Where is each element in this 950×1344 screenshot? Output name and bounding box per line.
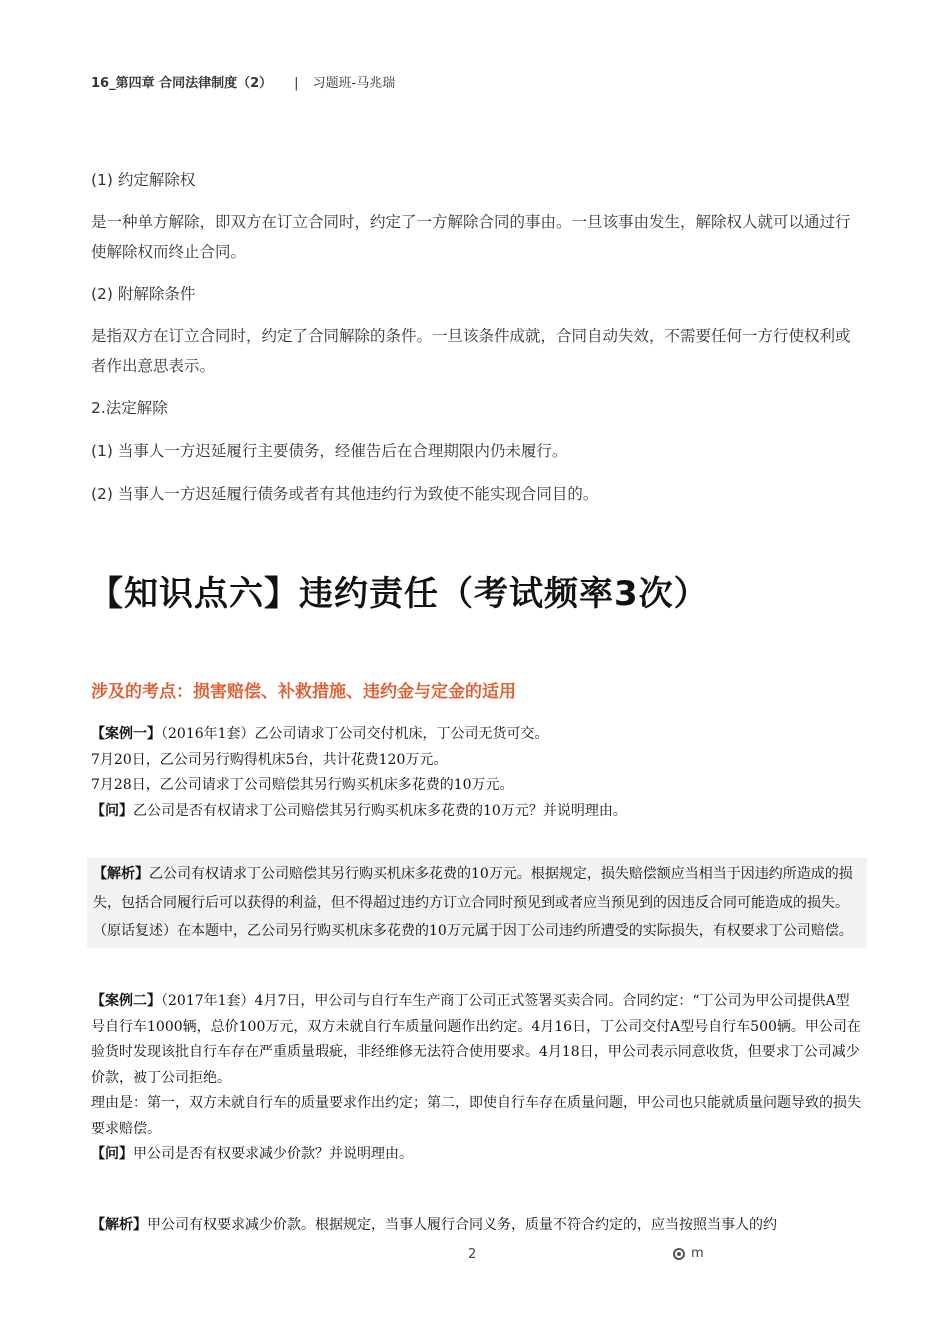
question-tag: 【问】 xyxy=(91,802,133,819)
logo-text: m xyxy=(691,1246,704,1261)
logo-icon xyxy=(673,1248,685,1260)
analysis-one-text: 乙公司有权请求丁公司赔偿其另行购买机床多花费的10万元。根据规定，损失赔偿额应当相当于因违约所造成的损失，包括合同履行后可以获得的利益，但不得超过违约方订立合同时预见到或者应当预见到的因违反合同可能造成的损失。（原话复述）在本题中，乙公司另行购买机床多花费的10万元属于因丁公司违约所遭受的实际损失，有权要求丁公司赔偿。 xyxy=(93,866,853,939)
page-number: 2 xyxy=(468,1247,477,1262)
header-course: 习题班-马兆瑞 xyxy=(312,76,396,91)
case-two xyxy=(91,989,863,1168)
case-one xyxy=(91,722,863,824)
case-one-tag: 【案例一】 xyxy=(91,726,161,742)
paragraph-condition-rescission-desc: 是指双方在订立合同时，约定了合同解除的条件。一旦该条件成就，合同自动失效，不需要任何一方行使权利或者作出意思表示。 xyxy=(91,327,851,375)
analysis-two-text: 甲公司有权要求减少价款。根据规定，当事人履行合同义务，质量不符合约定的，应当按照当事人的约 xyxy=(147,1217,777,1233)
analysis-two-tag: 【解析】 xyxy=(91,1217,147,1233)
case-one-line2: 7月20日，乙公司另行购得机床5台，共计花费120万元。 xyxy=(91,751,448,768)
case-two-reason: 理由是：第一，双方未就自行车的质量要求作出约定；第二，即使自行车存在质量问题，甲公司也只能就质量问题导致的损失要求赔偿。 xyxy=(91,1095,861,1137)
paragraph-legal-item-1: (1) 当事人一方迟延履行主要债务，经催告后在合理期限内仍未履行。 xyxy=(91,442,568,460)
case-one-line1: 【案例一】（2016年1套）乙公司请求丁公司交付机床，丁公司无货可交。 xyxy=(91,726,549,742)
footer-logo xyxy=(673,1246,704,1261)
paragraph-legal-rescission: 2.法定解除 xyxy=(91,399,168,417)
page-header xyxy=(91,72,395,91)
header-separator: | xyxy=(294,76,299,91)
paragraph-legal-item-2: (2) 当事人一方迟延履行债务或者有其他违约行为致使不能实现合同目的。 xyxy=(91,485,599,503)
section-subtitle: 涉及的考点：损害赔偿、补救措施、违约金与定金的适用 xyxy=(91,682,516,702)
case-two-question: 【问】甲公司是否有权要求减少价款？并说明理由。 xyxy=(91,1146,413,1162)
case-two-tag: 【案例二】 xyxy=(91,993,161,1009)
paragraph-condition-rescission: (2) 附解除条件 xyxy=(91,285,196,303)
question-tag: 【问】 xyxy=(91,1146,133,1162)
paragraph-agreed-rescission-desc: 是一种单方解除，即双方在订立合同时，约定了一方解除合同的事由。一旦该事由发生，解除权人就可以通过行使解除权而终止合同。 xyxy=(91,213,851,261)
analysis-one-tag: 【解析】 xyxy=(93,866,149,882)
paragraph-agreed-rescission: (1) 约定解除权 xyxy=(91,171,196,189)
case-one-line3: 7月28日，乙公司请求丁公司赔偿其另行购买机床多花费的10万元。 xyxy=(91,777,514,793)
header-chapter: 16_第四章 合同法律制度（2） xyxy=(91,76,273,91)
analysis-two xyxy=(91,1213,863,1238)
section-title: 【知识点六】违约责任（考试频率3次） xyxy=(89,574,709,614)
analysis-one xyxy=(87,858,867,948)
case-one-question: 【问】乙公司是否有权请求丁公司赔偿其另行购买机床多花费的10万元？并说明理由。 xyxy=(91,802,627,819)
case-two-text: 【案例二】（2017年1套）4月7日，甲公司与自行车生产商丁公司正式签署买卖合同。合同约定：“丁公司为甲公司提供A型号自行车1000辆，总价100万元，双方未就自行车质量问题作出约定。4月16日，丁公司交付A型号自行车500辆。甲公司在验货时发现该批自行车存在严重质量瑕疵，非经维修无法符合使用要求。4月18日，甲公司表示同意收货，但要求丁公司减少价款，被丁公司拒绝。 xyxy=(91,993,861,1086)
